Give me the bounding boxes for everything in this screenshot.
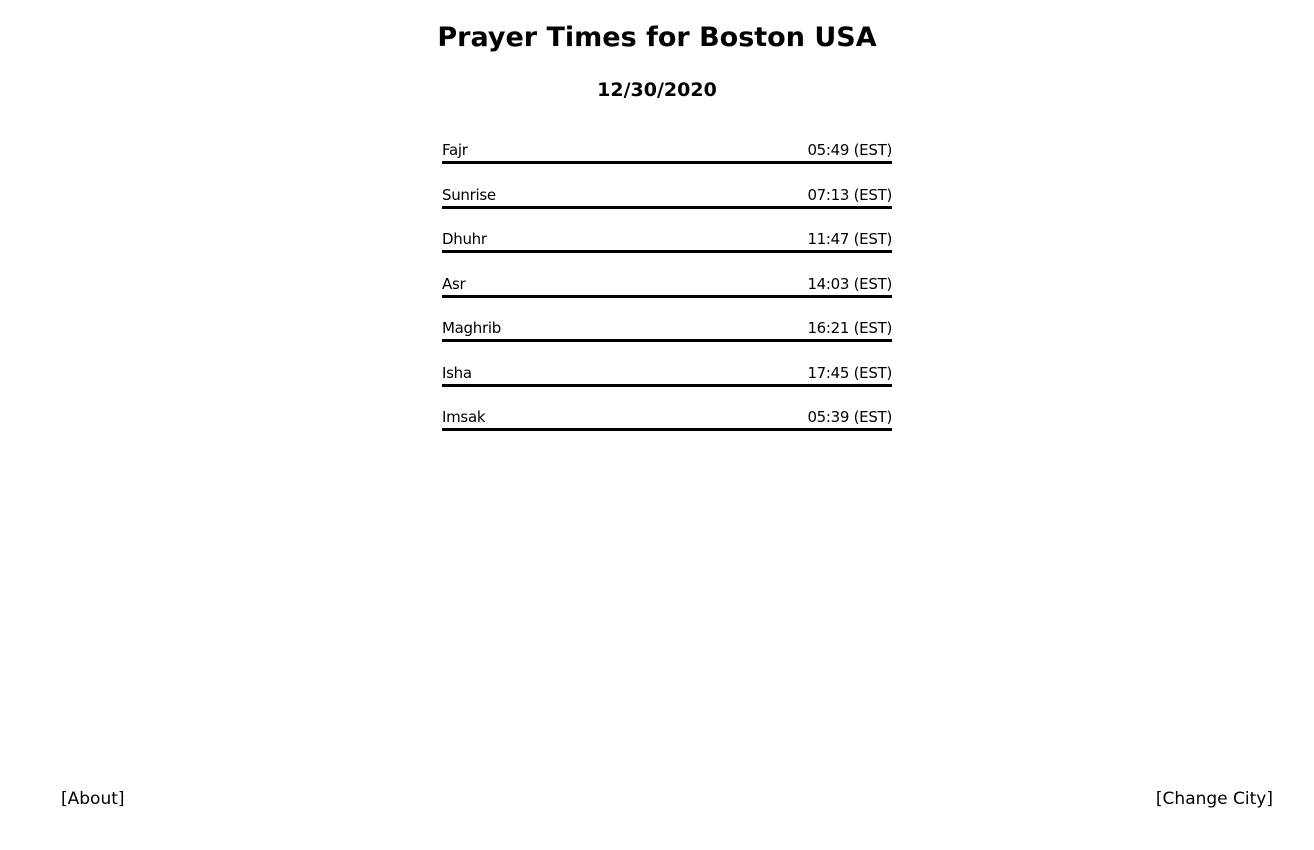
about-link[interactable]: [About] xyxy=(61,789,125,809)
prayer-time: 07:13 (EST) xyxy=(807,185,892,204)
prayer-name: Sunrise xyxy=(442,185,496,204)
prayer-time: 11:47 (EST) xyxy=(807,230,892,248)
prayer-name: Maghrib xyxy=(442,319,501,337)
prayer-row-imsak xyxy=(442,407,892,431)
prayer-time: 17:45 (EST) xyxy=(807,363,892,382)
prayer-row-maghrib xyxy=(442,318,892,342)
prayer-name: Asr xyxy=(442,274,466,293)
prayer-name: Dhuhr xyxy=(442,230,487,248)
date-heading: 12/30/2020 xyxy=(597,79,717,101)
prayer-name: Isha xyxy=(442,363,472,382)
prayer-time: 05:39 (EST) xyxy=(807,408,892,426)
prayer-time: 14:03 (EST) xyxy=(807,274,892,293)
prayer-time: 05:49 (EST) xyxy=(807,141,892,159)
prayer-row-dhuhr xyxy=(442,229,892,253)
prayer-name: Fajr xyxy=(442,141,468,159)
page-title: Prayer Times for Boston USA xyxy=(437,22,877,53)
prayer-name: Imsak xyxy=(442,408,486,426)
prayer-times-list xyxy=(442,140,892,452)
prayer-row-isha xyxy=(442,363,892,387)
prayer-row-fajr xyxy=(442,140,892,164)
prayer-row-asr xyxy=(442,274,892,298)
prayer-row-sunrise xyxy=(442,185,892,209)
change-city-link[interactable]: [Change City] xyxy=(1155,789,1273,809)
prayer-time: 16:21 (EST) xyxy=(807,319,892,337)
